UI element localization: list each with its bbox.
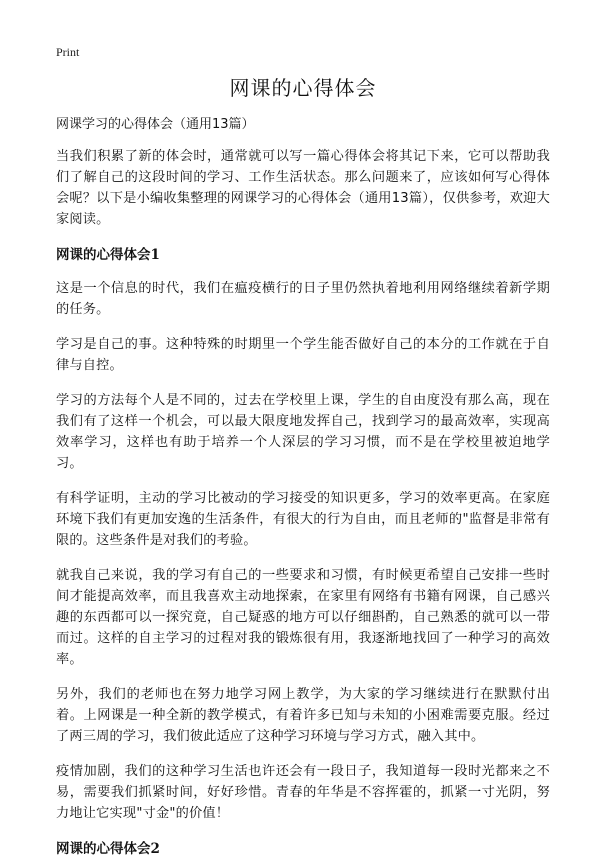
intro-paragraph: 当我们积累了新的体会时，通常就可以写一篇心得体会将其记下来，它可以帮助我们了解自己的这段时间的学习、工作生活状态。那么问题来了，应该如何写心得体会呢？以下是小编收集整理的网课学习的心得体会（通用13篇），仅供参考，欢迎大家阅读。 [56,149,550,227]
page-title: 网课的心得体会 [229,76,377,100]
body-paragraph: 另外，我们的老师也在努力地学习网上教学，为大家的学习继续进行在默默付出着。上网课是一种全新的教学模式，有着许多已知与未知的小困难需要克服。经过了两三周的学习，我们彼此适应了这种学习环境与学习方式，融入其中。 [56,687,550,744]
section-heading-2: 网课的心得体会2 [56,841,160,857]
print-link[interactable]: Print [56,45,80,59]
body-paragraph: 疫情加剧，我们的这种学习生活也许还会有一段日子，我知道每一段时光都来之不易，需要我们抓紧时间，好好珍惜。青春的年华是不容挥霍的，抓紧一寸光阴，努力地让它实现"寸金"的价值！ [56,764,550,821]
section-heading-1: 网课的心得体会1 [56,247,160,263]
body-paragraph: 学习的方法每个人是不同的，过去在学校里上课，学生的自由度没有那么高，现在我们有了这样一个机会，可以最大限度地发挥自己，找到学习的最高效率，实现高效率学习，这样也有助于培养一个人深层的学习习惯，而不是在学校里被迫地学习。 [56,393,550,471]
body-paragraph: 就我自己来说，我的学习有自己的一些要求和习惯，有时候更希望自己安排一些时间才能提高效率，而且我喜欢主动地探索，在家里有网络有书籍有网课，自己感兴趣的东西都可以一探究竟，自己疑惑的地方可以仔细斟酌，自己熟悉的就可以一带而过。这样的自主学习的过程对我的锻炼很有用，我逐渐地找回了一种学习的高效率。 [56,568,550,667]
body-paragraph: 有科学证明，主动的学习比被动的学习接受的知识更多，学习的效率更高。在家庭环境下我们有更加安逸的生活条件，有很大的行为自由，而且老师的"监督是非常有限的。这些条件是对我们的考验。 [56,491,550,548]
body-paragraph: 这是一个信息的时代，我们在瘟疫横行的日子里仍然执着地利用网络继续着新学期的任务。 [56,281,550,317]
body-paragraph: 学习是自己的事。这种特殊的时期里一个学生能否做好自己的本分的工作就在于自律与自控。 [56,337,550,373]
document-subtitle: 网课学习的心得体会（通用13篇） [56,117,255,132]
